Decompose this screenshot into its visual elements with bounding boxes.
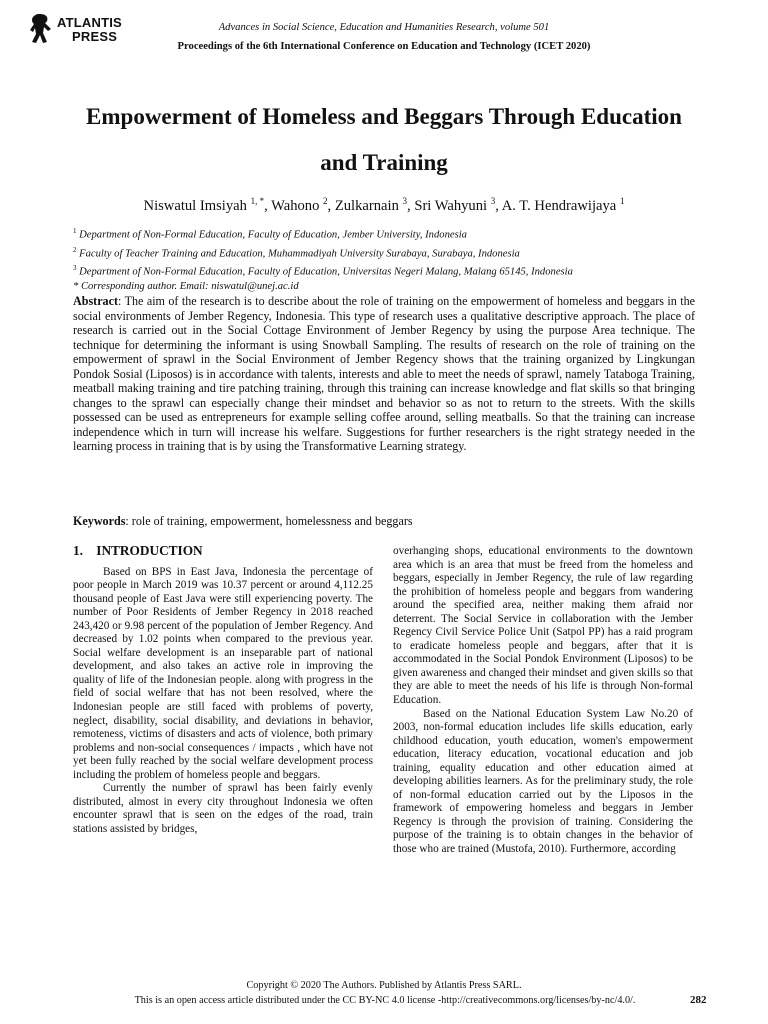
corresponding-author: * Corresponding author. Email: niswatul@unej.ac.id [73, 280, 299, 292]
logo-text-atlantis: ATLANTIS [57, 15, 122, 30]
body-paragraph: Based on the National Education System Law No.20 of 2003, non-formal education includes life skills education, early childhood education, youth education, women's empowerment education, literacy education, vocational education and job training, equality education and other education aimed at developing abilities learners. As for the preliminary study, the role of non-formal education carried out by the Liposos in the framework of empowering homeless and beggars in Jember Regency is through the provision of training. Considering the purpose of the training is to obtain changes in the behavior of those who are trained (Mustofa, 2010). Furthermore, according [393, 707, 693, 856]
body-paragraph: overhanging shops, educational environments to the downtown area which is an area that must be freed from the homeless and beggars, especially in Jember Regency, the rule of law regarding the prohibition of homeless people and beggars from wandering around the specified area, neither making them afraid nor deterrent. The Social Service in collaboration with the Jember Regency Civil Service Police Unit (Satpol PP) has a raid program to eradicate homeless people and beggars, after that it is accommodated in the Social Pondok Environment (Liposos) to be given awareness and changed their mindset and given skills so that they are able to meet the needs of his life is through Non-formal Education. [393, 545, 693, 707]
body-column-right [393, 545, 693, 857]
affiliation-text: Department of Non-Formal Education, Faculty of Education, Universitas Negeri Malang, Malang 65145, Indonesia [79, 266, 573, 278]
affiliation-mark: 2 [73, 245, 77, 254]
paper-title: Empowerment of Homeless and Beggars Through Education and Training [86, 104, 682, 175]
author-affil-mark: 1, * [250, 196, 265, 206]
affiliation-text: Department of Non-Formal Education, Faculty of Education, Jember University, Indonesia [79, 229, 467, 241]
proceedings-header: Proceedings of the 6th International Conference on Education and Technology (ICET 2020) [177, 41, 591, 52]
affiliation-text: Faculty of Teacher Training and Education, Muhammadiyah University Surabaya, Surabaya, Indonesia [79, 248, 520, 260]
copyright-notice: Copyright © 2020 The Authors. Published by Atlantis Press SARL. [246, 980, 522, 991]
affiliation-item [73, 243, 703, 262]
author-affil-mark: 2 [323, 196, 328, 206]
affiliation-item [73, 261, 703, 280]
author-affil-mark: 3 [490, 196, 496, 206]
author-name: Zulkarnain [334, 197, 399, 214]
atlantis-figure-icon [26, 12, 54, 44]
author-name: A. T. Hendrawijaya [501, 197, 617, 214]
body-column-left [73, 544, 373, 836]
page-number: 282 [690, 994, 707, 1006]
series-header: Advances in Social Science, Education and Humanities Research, volume 501 [218, 22, 550, 33]
publisher-logo [26, 12, 126, 46]
affiliation-mark: 1 [73, 227, 77, 235]
body-paragraph: Currently the number of sprawl has been fairly evenly distributed, almost in every city throughout Indonesia we often encounter sprawl that is seen on the edges of the road, train stations assisted by bridges, [73, 782, 373, 835]
author-affil-mark: 3 [402, 196, 408, 206]
affiliation-mark: 3 [73, 264, 77, 273]
keywords-label: Keywords [73, 514, 126, 528]
author-name: Niswatul Imsiyah [143, 197, 247, 214]
abstract-text: : The aim of the research is to describe about the role of training on the empowerment of homeless and beggars in the social environments of Jember Regency, Indonesia. This type of research uses a qualitative descriptive approach. The place of research is carried out in the Social Cottage Environment of Jember Regency by using the purpose Area technique. The technique for determining the informant is using Snowball Sampling. The results of research on the role of training on the empowerment of sprawl in the Social Environment of Jember Regency shows that the training organized by Lingkungan Pondok Sosial (Liposos) is in accordance with talents, interests and able to meet the needs of sprawl, namely Tataboga Training, meatball making training and tire patching training, through this training can increase knowledge and flat skills so that bringing changes to the sprawl can especially change their mindset and behavior so as not to return to the streets. With the skills possessed can be used as entrepreneurs for example selling coffee around, selling meatballs. So that the training can increase independence which in turn will increase his welfare. Suggestions for further researchers is the right strategy needed in the learning process in training that is by using the Transformative Learning strategy. [73, 294, 695, 454]
license-notice: This is an open access article distributed under the CC BY-NC 4.0 license -http://creativecommons.org/licenses/by-nc/4.0/. [134, 995, 636, 1006]
author-name: Wahono [271, 197, 320, 214]
affiliation-list [73, 224, 703, 294]
keywords-text: : role of training, empowerment, homelessness and beggars [125, 514, 413, 528]
keywords [73, 514, 695, 529]
body-paragraph: Based on BPS in East Java, Indonesia the percentage of poor people in March 2019 was 10.37 percent or around 4,112.25 thousand people of East Java were still experiencing poverty. The number of Poor Residents of Jember Regency in 2018 reached 243,420 or 9.98 percent of the population of Jember Regency. And decreased by 1.02 points when compared to the previous year. Social welfare development is an inseparable part of national development, and also takes an active role in improving the quality of life of the Indonesian people. along with progress in the field of social welfare that has not been resolved, where the Indonesian people are still faced with problems of poverty, neglect, disability, social disability, and deviations in behavior, remoteness, victims of disasters and acts of violence, both primary problems and non-social consequences / impacts , which have not yet been fully reached by the social welfare development process including the problem of homeless people and beggars. [73, 565, 373, 781]
abstract [73, 294, 695, 454]
abstract-label: Abstract [73, 294, 119, 308]
affiliation-item [73, 224, 703, 243]
author-list: Niswatul Imsiyah $^{1, *}$, Wahono $^2$, Zulkarnain $^3$, Sri Wahyuni $^3$, A. T. Hendrawijaya $^1$ [143, 196, 625, 214]
section-heading: 1. INTRODUCTION [73, 543, 203, 558]
logo-text-press: PRESS [72, 29, 118, 44]
author-name: Sri Wahyuni [414, 197, 488, 214]
author-affil-mark: 1 [619, 196, 625, 206]
